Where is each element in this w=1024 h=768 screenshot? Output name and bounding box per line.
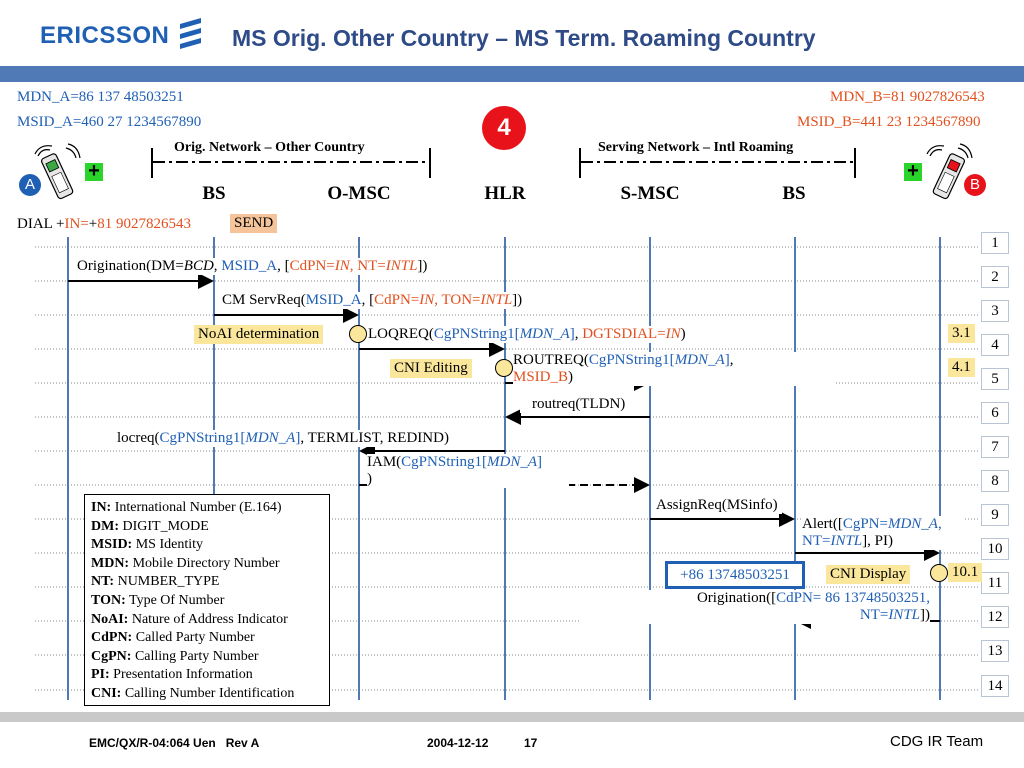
plus-a-icon: +	[85, 163, 103, 181]
legend-row	[91, 518, 329, 537]
legend-row	[91, 573, 329, 592]
sub-step-10-1: 10.1	[948, 563, 982, 582]
orig-network-label: Orig. Network – Other Country	[174, 140, 365, 155]
step-number-5: 5	[981, 368, 1009, 390]
footer-date: 2004-12-12	[427, 736, 489, 750]
legend-term: CNI:	[91, 685, 122, 701]
legend-definition: DIGIT_MODE	[119, 518, 209, 534]
step-number-14: 14	[981, 675, 1009, 697]
footer-team: CDG IR Team	[890, 733, 984, 750]
legend-definition: Nature of Address Indicator	[128, 611, 288, 627]
step-number-10: 10	[981, 538, 1009, 560]
legend-definition: Mobile Directory Number	[129, 555, 280, 571]
legend-definition: Presentation Information	[109, 667, 253, 683]
noai-process-icon	[349, 325, 367, 343]
phone-b-badge: B	[964, 174, 986, 196]
msid-a-label: MSID_A=460 27 1234567890	[17, 114, 202, 130]
cni-editing-process-icon	[495, 359, 513, 377]
msg-iam: IAM(CgPNString1[MDN_A] )	[367, 454, 569, 488]
legend-row	[91, 611, 329, 630]
column-bs-b: BS	[782, 183, 806, 204]
cni-display-process-icon	[930, 564, 948, 582]
legend-term: IN:	[91, 500, 112, 515]
msg-cm-servreq: CM ServReq(MSID_A, [CdPN=IN, TON=INTL])	[222, 292, 546, 309]
logo-text: ERICSSON	[40, 22, 170, 49]
mdn-b-label: MDN_B=81 9027826543	[830, 89, 985, 105]
footer-doc-id: EMC/QX/R-04:064 Uen Rev A	[89, 736, 260, 750]
msg-origination: Origination(DM=BCD, MSID_A, [CdPN=IN, NT=INTL])	[77, 258, 455, 275]
send-key: SEND	[230, 214, 277, 233]
legend-term: TON:	[91, 592, 126, 608]
legend-row	[91, 592, 329, 611]
caller-number-display: +86 13748503251	[665, 561, 805, 589]
step-number-4: 4	[981, 334, 1009, 356]
step-number-6: 6	[981, 402, 1009, 424]
phone-a-badge: A	[19, 174, 41, 196]
mdn-a-label: MDN_A=86 137 48503251	[17, 89, 184, 105]
legend-definition: Calling Number Identification	[121, 685, 295, 701]
legend-row	[91, 685, 329, 704]
step-number-2: 2	[981, 266, 1009, 288]
legend-row	[91, 536, 329, 555]
footer-bar	[0, 712, 1024, 722]
legend-term: CdPN:	[91, 630, 133, 646]
legend-row	[91, 555, 329, 574]
legend-row	[91, 666, 329, 685]
legend-definition: Calling Party Number	[131, 648, 259, 664]
page-title: MS Orig. Other Country – MS Term. Roaming Country	[232, 25, 816, 51]
step-number-13: 13	[981, 640, 1009, 662]
step-number-1: 1	[981, 232, 1009, 254]
legend-term: CgPN:	[91, 648, 132, 664]
noai-determination: NoAI determination	[194, 325, 323, 344]
legend-row	[91, 629, 329, 648]
msg-routreq-response: routreq(TLDN)	[520, 396, 627, 413]
legend-term: MSID:	[91, 537, 133, 553]
footer-page-number: 17	[524, 736, 538, 750]
abbreviation-legend	[84, 494, 330, 706]
legend-definition: MS Identity	[132, 537, 204, 553]
legend-definition: International Number (E.164)	[111, 500, 282, 515]
legend-row	[91, 648, 329, 667]
column-o-msc: O-MSC	[327, 183, 391, 204]
mobile-phone-b-icon	[922, 142, 974, 206]
cni-editing: CNI Editing	[390, 359, 472, 378]
msg-alert: Alert([CgPN=MDN_A, NT=INTL], PI)	[802, 516, 964, 550]
legend-definition: NUMBER_TYPE	[114, 574, 220, 590]
msg-locreq: locreq(CgPNString1[MDN_A], TERMLIST, REDIND)	[103, 430, 449, 447]
legend-term: DM:	[91, 518, 119, 534]
step-number-11: 11	[981, 572, 1009, 594]
msid-b-label: MSID_B=441 23 1234567890	[797, 114, 981, 130]
dial-text: DIAL +IN=+81 9027826543	[17, 216, 191, 232]
mobile-phone-a-icon	[30, 142, 82, 206]
plus-b-icon: +	[904, 163, 922, 181]
column-hlr: HLR	[484, 183, 526, 204]
legend-term: MDN:	[91, 555, 130, 571]
sub-step-3-1: 3.1	[948, 324, 975, 343]
msg-routreq: ROUTREQ(CgPNString1[MDN_A], MSID_B)	[513, 352, 835, 386]
serving-network-label: Serving Network – Intl Roaming	[598, 140, 794, 155]
step-badge: 4	[482, 106, 526, 150]
column-s-msc: S-MSC	[620, 183, 680, 204]
legend-definition: Type Of Number	[125, 592, 225, 608]
step-number-9: 9	[981, 504, 1009, 526]
step-number-8: 8	[981, 470, 1009, 492]
column-bs-a: BS	[202, 183, 226, 204]
cni-display: CNI Display	[826, 565, 910, 584]
legend-term: NT:	[91, 574, 115, 590]
msg-assignreq: AssignReq(MSinfo)	[656, 497, 782, 514]
step-number-12: 12	[981, 606, 1009, 628]
step-number-7: 7	[981, 436, 1009, 458]
msg-origination-2: Origination([CdPN= 86 13748503251, NT=INTL])	[580, 590, 930, 624]
legend-definition: Called Party Number	[132, 630, 255, 646]
sub-step-4-1: 4.1	[948, 358, 975, 377]
legend-term: NoAI:	[91, 611, 129, 627]
step-number-3: 3	[981, 300, 1009, 322]
msg-loqreq: LOQREQ(CgPNString1[MDN_A], DGTSDIAL=IN)	[368, 326, 698, 343]
legend-row	[91, 499, 329, 518]
legend-term: PI:	[91, 667, 110, 683]
